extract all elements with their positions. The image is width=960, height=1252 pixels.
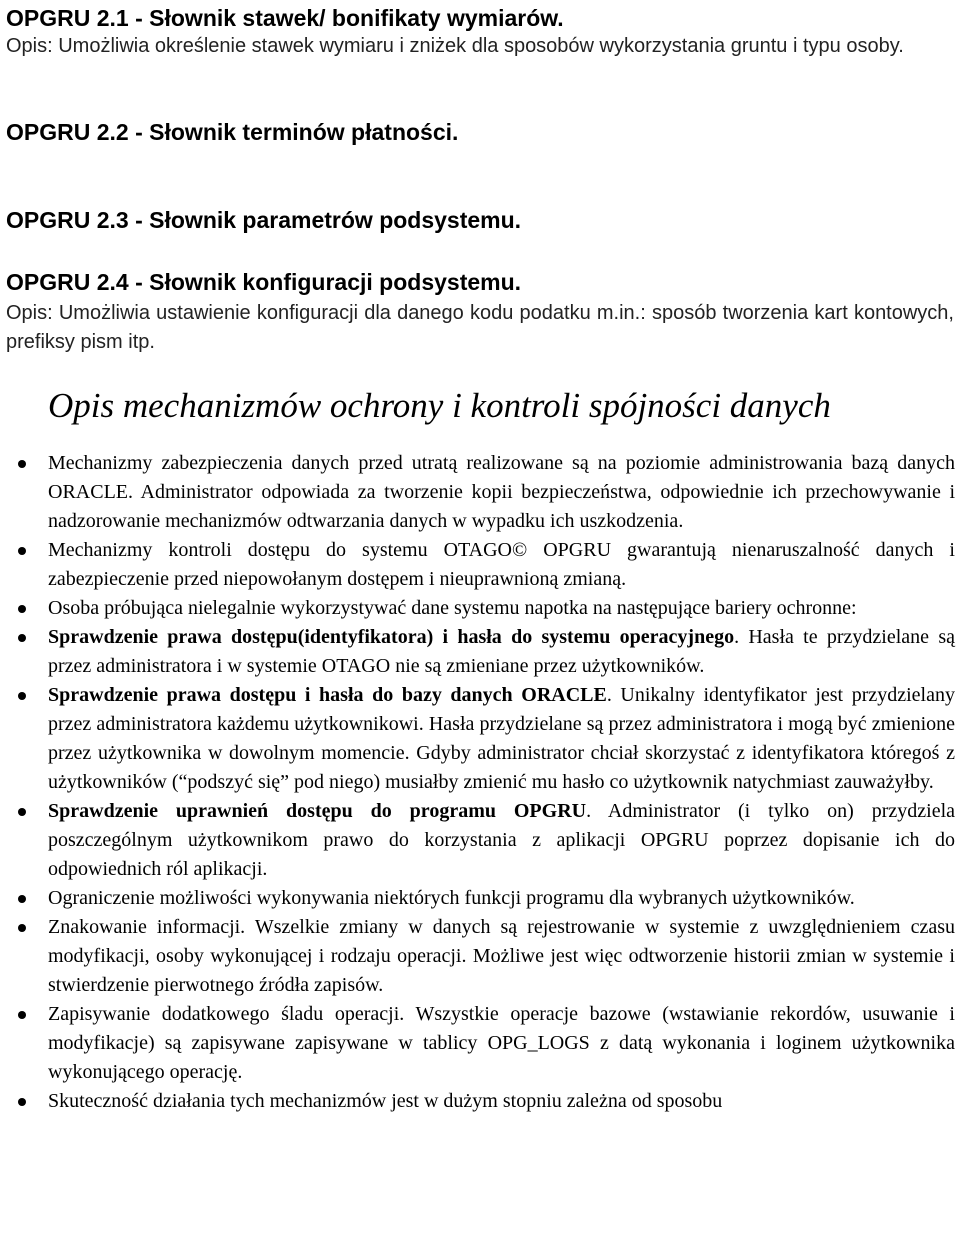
bullet-icon xyxy=(18,1098,26,1106)
section-2-1-description: Opis: Umożliwia określenie stawek wymiaru i zniżek dla sposobów wykorzystania gruntu i typu osoby. xyxy=(6,35,904,57)
list-item: Znakowanie informacji. Wszelkie zmiany w danych są rejestrowanie w systemie z uwzględnieniem czasu modyfikacji, osoby wykonującej i rodzaju operacji. Możliwe jest więc odtworzenie historii zmian w systemie i stwierdzenie pierwotnego źródła zapisów. xyxy=(0,913,960,1000)
mechanisms-list xyxy=(0,449,960,1116)
bullet-icon xyxy=(18,692,26,700)
bullet-icon xyxy=(18,895,26,903)
bullet-icon xyxy=(18,1011,26,1019)
section-2-4-heading: OPGRU 2.4 - Słownik konfiguracji podsystemu. xyxy=(6,269,522,295)
list-item: Skuteczność działania tych mechanizmów jest w dużym stopniu zależna od sposobu xyxy=(0,1087,960,1116)
bullet-icon xyxy=(18,460,26,468)
main-heading: Opis mechanizmów ochrony i kontroli spójności danych xyxy=(48,386,831,425)
list-item: Sprawdzenie prawa dostępu(identyfikatora) i hasła do systemu operacyjnego. Hasła te przydzielane są przez administratora i w systemie OTAGO nie są zmieniane przez użytkowników. xyxy=(0,623,960,681)
list-item: Mechanizmy kontroli dostępu do systemu OTAGO© OPGRU gwarantują nienaruszalność danych i zabezpieczenie przed niepowołanym dostępem i nieuprawnioną zmianą. xyxy=(0,536,960,594)
section-2-3-heading: OPGRU 2.3 - Słownik parametrów podsystemu. xyxy=(6,207,522,233)
section-2-1-heading: OPGRU 2.1 - Słownik stawek/ bonifikaty wymiarów. xyxy=(6,5,564,31)
list-item: Sprawdzenie uprawnień dostępu do programu OPGRU. Administrator (i tylko on) przydziela poszczególnym użytkownikom prawo do korzystania z aplikacji OPGRU poprzez dopisanie ich do odpowiednich ról aplikacji. xyxy=(0,797,960,884)
section-2-4-description: Opis: Umożliwia ustawienie konfiguracji dla danego kodu podatku m.in.: sposób tworzenia kart kontowych, prefiksy pism itp. xyxy=(6,302,954,353)
list-item: Zapisywanie dodatkowego śladu operacji. Wszystkie operacje bazowe (wstawianie rekordów, usuwanie i modyfikacje) są zapisywane zapisywane w tablicy OPG_LOGS z datą wykonania i loginem użytkownika wykonującego operację. xyxy=(0,1000,960,1087)
bullet-icon xyxy=(18,808,26,816)
bullet-icon xyxy=(18,547,26,555)
list-item: Osoba próbująca nielegalnie wykorzystywać dane systemu napotka na następujące bariery ochronne: xyxy=(0,594,960,623)
bullet-icon xyxy=(18,924,26,932)
list-item: Sprawdzenie prawa dostępu i hasła do bazy danych ORACLE. Unikalny identyfikator jest przydzielany przez administratora każdemu użytkownikowi. Hasła przydzielane są przez administratora i mogą być zmienione przez użytkownika w dowolnym momencie. Gdyby administrator chciał skorzystać z identyfikatora któregoś z użytkowników (“podszyć się” pod niego) musiałby zmienić mu hasło co użytkownik natychmiast zauważyłby. xyxy=(0,681,960,797)
list-item: Mechanizmy zabezpieczenia danych przed utratą realizowane są na poziomie administrowania bazą danych ORACLE. Administrator odpowiada za tworzenie kopii bezpieczeństwa, odpowiednie ich przechowywanie i nadzorowanie mechanizmów odtwarzania danych w wypadku ich uszkodzenia. xyxy=(0,449,960,536)
section-2-2-heading: OPGRU 2.2 - Słownik terminów płatności. xyxy=(6,119,459,145)
list-item: Ograniczenie możliwości wykonywania niektórych funkcji programu dla wybranych użytkowników. xyxy=(0,884,960,913)
bullet-icon xyxy=(18,634,26,642)
bullet-icon xyxy=(18,605,26,613)
